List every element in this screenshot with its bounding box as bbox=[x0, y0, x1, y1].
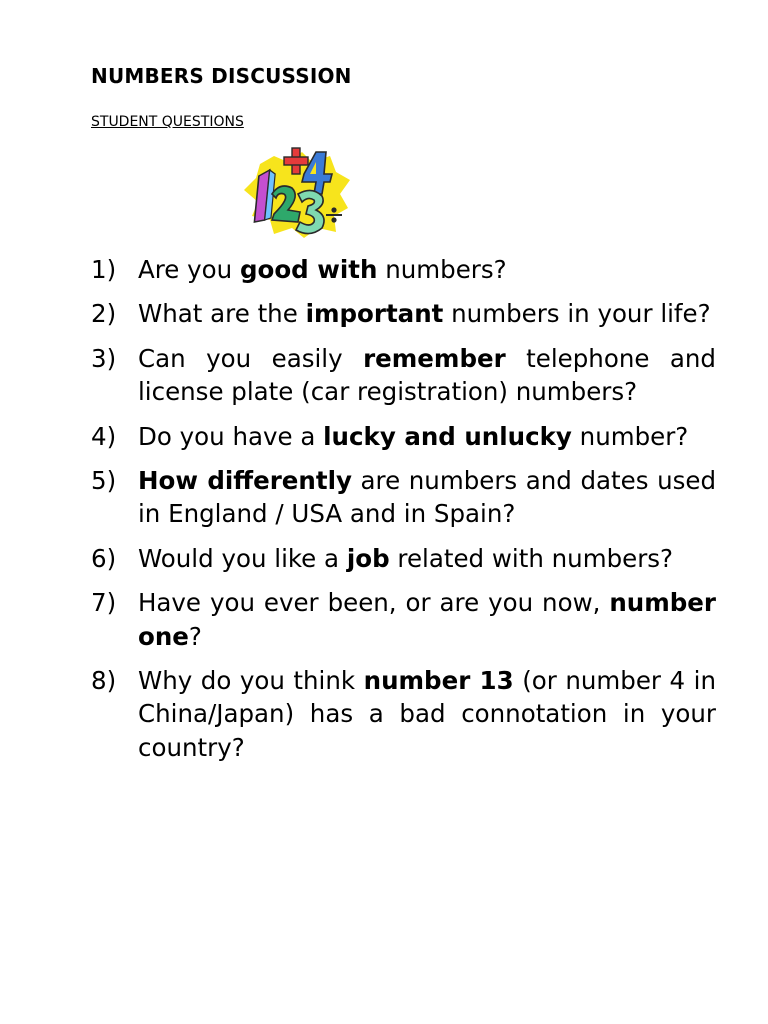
question-text: Are you good with numbers? bbox=[138, 255, 507, 284]
question-number: 7) bbox=[91, 588, 117, 618]
question-item bbox=[91, 420, 716, 453]
question-text: Why do you think number 13 (or number 4 in China/Japan) has a bad connotation in your country? bbox=[138, 666, 716, 762]
question-text: Have you ever been, or are you now, number one? bbox=[138, 588, 716, 651]
question-number: 2) bbox=[91, 299, 117, 329]
question-item bbox=[91, 253, 716, 286]
question-item bbox=[91, 586, 716, 653]
question-number: 5) bbox=[91, 466, 117, 496]
question-text: How differently are numbers and dates used in England / USA and in Spain? bbox=[138, 466, 716, 529]
question-item bbox=[91, 464, 716, 531]
question-item bbox=[91, 542, 716, 575]
question-number: 1) bbox=[91, 255, 117, 284]
question-text: Would you like a job related with numbers? bbox=[138, 543, 674, 573]
colorful-numbers-clipart-icon bbox=[240, 146, 354, 238]
question-item bbox=[91, 664, 716, 764]
question-item bbox=[91, 342, 716, 409]
question-number: 4) bbox=[91, 421, 117, 451]
question-text: Do you have a lucky and unlucky number? bbox=[138, 421, 689, 451]
question-list bbox=[91, 253, 716, 775]
question-number: 6) bbox=[91, 543, 117, 573]
question-text: What are the important numbers in your life? bbox=[138, 299, 711, 329]
question-number: 3) bbox=[91, 343, 117, 373]
question-text: Can you easily remember telephone and license plate (car registration) numbers? bbox=[138, 343, 716, 407]
page-title: NUMBERS DISCUSSION bbox=[91, 64, 352, 88]
section-subtitle: STUDENT QUESTIONS bbox=[91, 114, 244, 130]
question-item bbox=[91, 297, 716, 330]
question-number: 8) bbox=[91, 666, 117, 696]
